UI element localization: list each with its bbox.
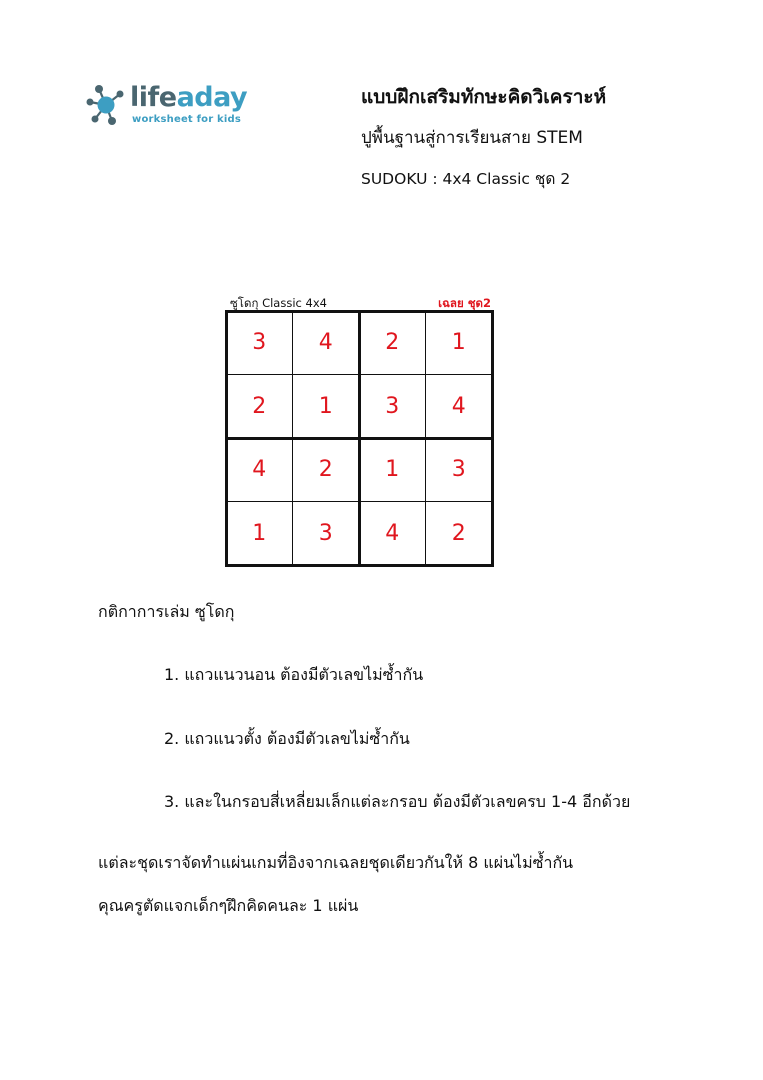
sudoku-cell-r1-c3: 2 [385,330,400,356]
rules-title: กติกาการเล่ม ซูโดกุ [98,602,235,621]
note-line-1: แต่ละชุดเราจัดทำแผ่นเกมที่อิงจากเฉลยชุดเดียวกันให้ 8 แผ่นไม่ซ้ำกัน [98,853,574,872]
sudoku-cell-r2-c3: 3 [385,393,400,419]
lifeaday-logo [86,80,256,130]
page-subtitle: ปูพื้นฐานสู่การเรียนสาย STEM [361,128,583,148]
grid-line-horizontal [225,564,494,567]
page-title: แบบฝึกเสริมทักษะคิดวิเคราะห์ [361,86,607,108]
rule-item-3: 3. และในกรอบสี่เหลี่ยมเล็กแต่ละกรอบ ต้องมีตัวเลขครบ 1-4 อีกด้วย [164,792,631,811]
logo-tagline: worksheet for kids [132,114,242,125]
sudoku-cell-r2-c1: 2 [252,393,267,419]
sudoku-cell-r1-c1: 3 [252,330,267,356]
sudoku-cell-r3-c1: 4 [252,457,267,483]
logo-wordmark: lifeaday [130,82,248,113]
sudoku-cell-r1-c4: 1 [451,330,466,356]
sudoku-cell-r3-c4: 3 [451,457,466,483]
sudoku-cell-r2-c2: 1 [318,393,333,419]
set-label: SUDOKU : 4x4 Classic ชุด 2 [361,170,571,188]
sudoku-cell-r3-c3: 1 [385,457,400,483]
sudoku-cell-r1-c2: 4 [318,330,333,356]
sudoku-cell-r4-c4: 2 [451,520,466,546]
grid-line-horizontal [225,501,494,503]
sudoku-grid [226,311,492,565]
grid-line-vertical [491,310,494,567]
molecule-logo-icon [86,80,130,130]
sudoku-cell-r3-c2: 2 [318,457,333,483]
grid-caption: ซูโดกุ Classic 4x4 [230,296,327,310]
sudoku-cell-r4-c1: 1 [252,520,267,546]
grid-line-vertical [425,310,427,567]
answer-label: เฉลย ชุด2 [438,296,491,310]
sudoku-cell-r4-c2: 3 [318,520,333,546]
rule-item-1: 1. แถวแนวนอน ต้องมีตัวเลขไม่ซ้ำกัน [164,665,424,684]
sudoku-cell-r4-c3: 4 [385,520,400,546]
sudoku-cell-r2-c4: 4 [451,393,466,419]
rule-item-2: 2. แถวแนวตั้ง ต้องมีตัวเลขไม่ซ้ำกัน [164,729,410,748]
grid-line-horizontal [225,437,494,440]
note-line-2: คุณครูตัดแจกเด็กๆฝึกคิดคนละ 1 แผ่น [98,896,359,915]
